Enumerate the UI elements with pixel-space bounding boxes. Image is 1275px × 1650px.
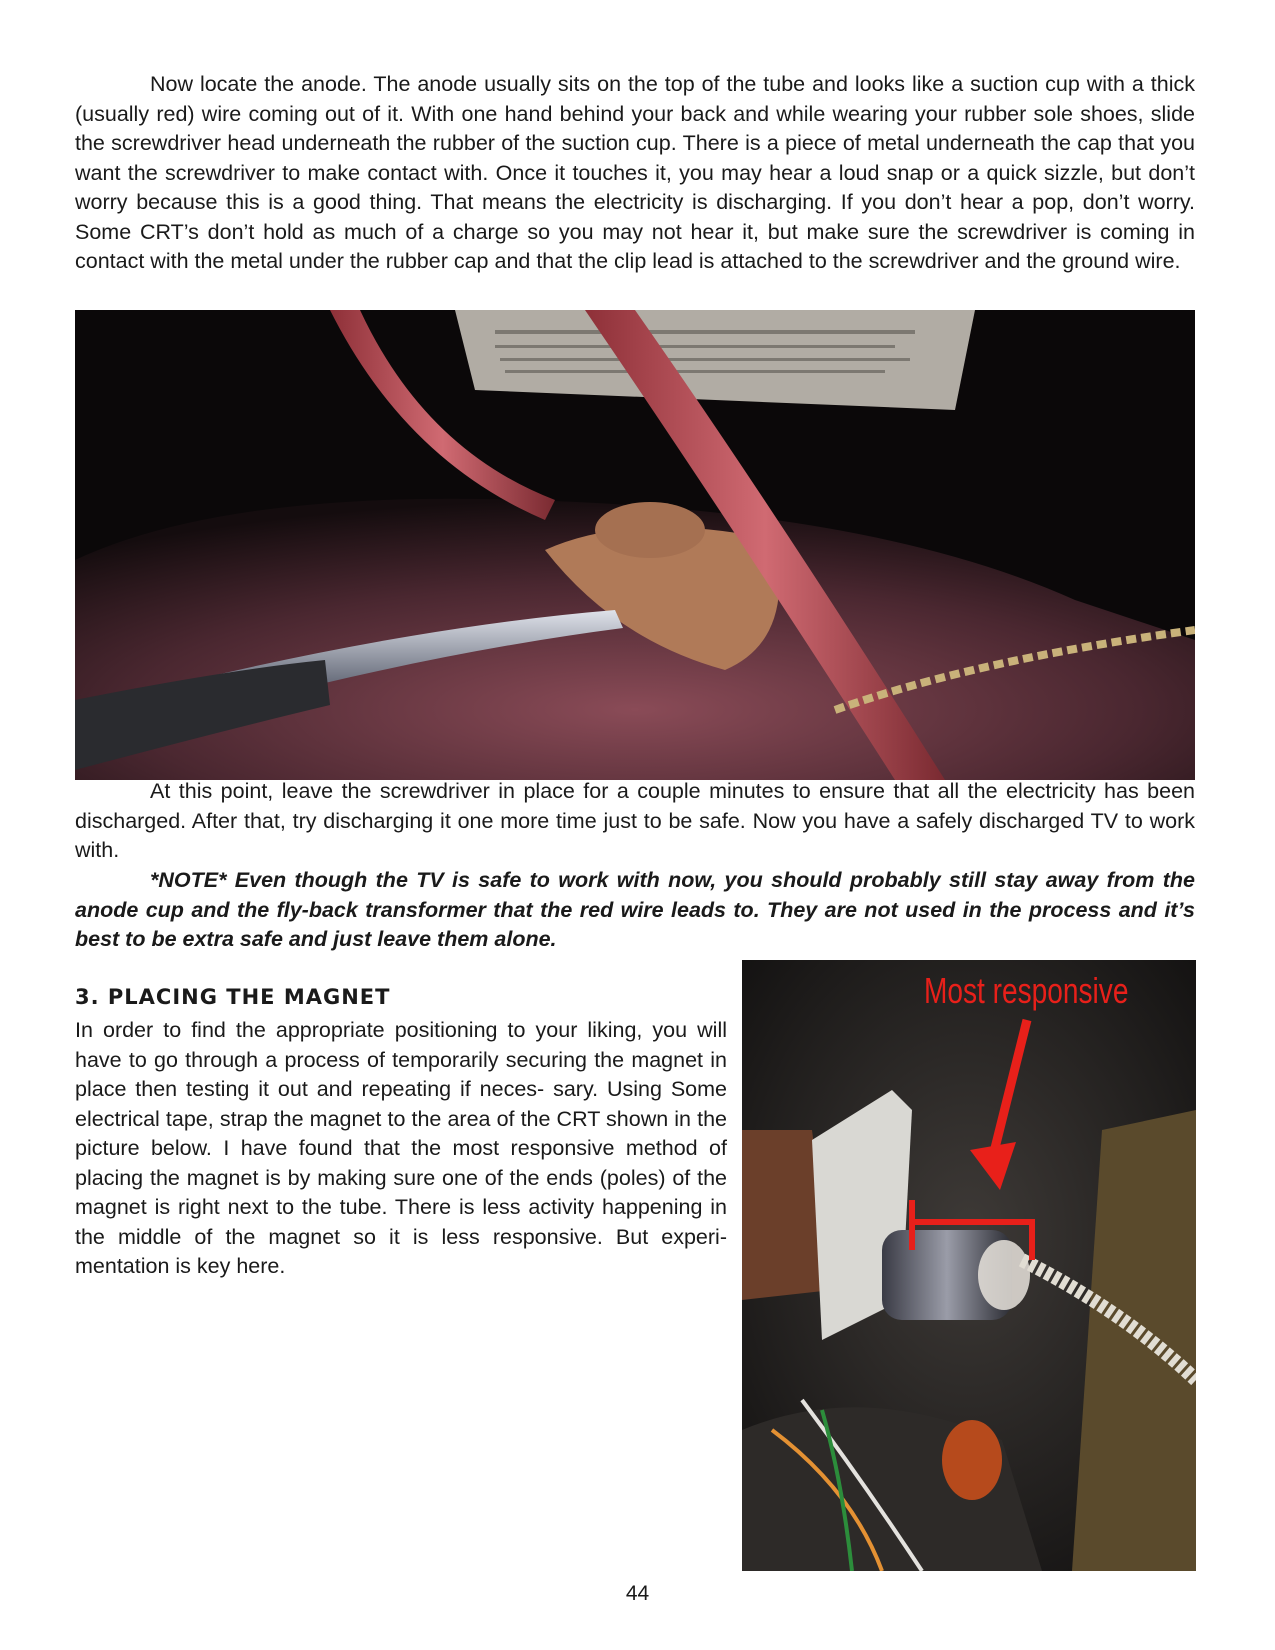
anode-discharge-photo — [75, 310, 1195, 780]
section-heading: 3. PLACING THE MAGNET — [75, 985, 391, 1009]
section-body: In order to find the appropriate positioning to your liking, you will have to go through a process of temporarily securing the magnet in place then testing it out and repeating if neces- sary. Using Some electrical tape, strap the magnet to the area of the CRT shown in the picture below. I have found that the most responsive method of placing the magnet is by making sure one of the ends (poles) of the magnet is right next to the tube. There is less activity happening in the middle of the magnet so it is less responsive. But experi- mentation is key here. — [75, 1018, 727, 1278]
most-responsive-label: Most responsive — [924, 970, 1129, 1011]
magnet-photo-graphic — [742, 960, 1196, 1571]
page-number: 44 — [625, 1582, 650, 1605]
magnet-placement-photo — [742, 960, 1196, 1571]
safety-note: *NOTE* Even though the TV is safe to work with now, you should probably still stay away from the anode cup and the fly-back transformer that the red wire leads to. They are not used in the process and it’s best to be extra safe and just leave them alone. — [75, 868, 1195, 951]
paragraph-after-photo: At this point, leave the screwdriver in place for a couple minutes to ensure that all the electricity has been discharged. After that, try discharging it one more time just to be safe. Now you have a safely discharged TV to work with. — [75, 779, 1195, 862]
anode-photo-graphic — [75, 310, 1195, 780]
paragraph-anode: Now locate the anode. The anode usually sits on the top of the tube and looks like a suction cup with a thick (usually red) wire coming out of it. With one hand behind your back and while wearing your rubber sole shoes, slide the screwdriver head underneath the rubber of the suction cup. There is a piece of metal underneath the cap that you want the screwdriver to make contact with. Once it touches it, you may hear a loud snap or a quick sizzle, but don’t worry because this is a good thing. That means the electricity is discharging. If you don’t hear a pop, don’t worry. Some CRT’s don’t hold as much of a charge so you may not hear it, but make sure the screwdriver is coming in contact with the metal under the rubber cap and that the clip lead is attached to the screwdriver and the ground wire. — [75, 72, 1195, 273]
